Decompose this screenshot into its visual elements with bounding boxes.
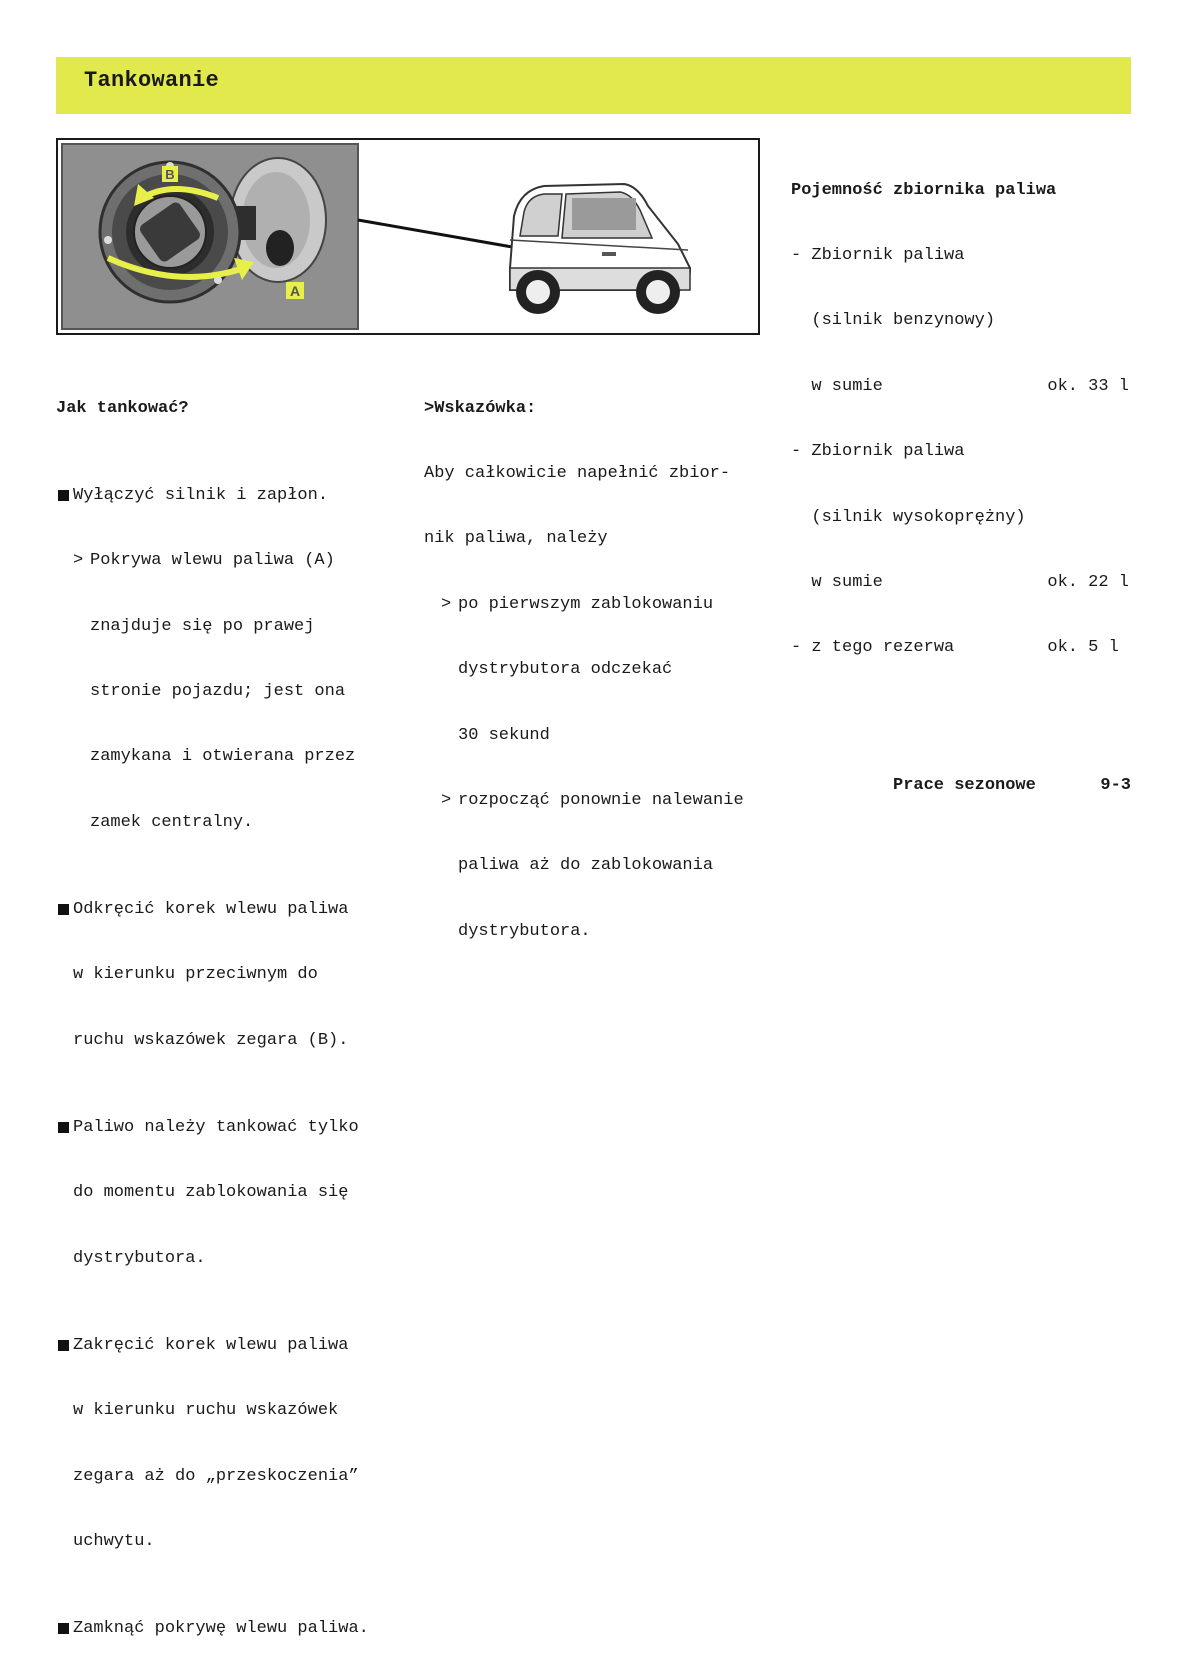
- instruction-step: [56, 1618, 369, 1640]
- step-text: Zakręcić korek wlewu paliwa: [73, 1335, 349, 1355]
- note-item-cont: dystrybutora odczekać: [458, 660, 673, 680]
- instruction-step: [56, 1335, 369, 1357]
- instruction-step-cont: do momentu zablokowania się: [73, 1183, 349, 1203]
- instruction-step: [56, 485, 369, 507]
- capacity-line-value: ok. 22 l: [1047, 572, 1129, 592]
- capacity-line: [791, 310, 1129, 332]
- instruction-step-cont: dystrybutora.: [73, 1248, 206, 1268]
- instruction-step-cont: w kierunku ruchu wskazówek: [73, 1401, 339, 1421]
- note-item-text: rozpocząć ponownie nalewanie: [458, 790, 744, 810]
- capacity-line-value: ok. 5 l: [1047, 638, 1129, 658]
- bullet-square-icon: [58, 1623, 69, 1634]
- bullet-square-icon: [58, 1122, 69, 1133]
- capacity-line-label: w sumie: [791, 572, 883, 592]
- instruction-note-cont: zamykana i otwierana przez: [90, 747, 356, 767]
- instruction-note-cont: stronie pojazdu; jest ona: [90, 681, 346, 701]
- page-number: 9-3: [1100, 776, 1131, 795]
- chevron-right-icon: >: [441, 790, 452, 810]
- fuel-capacity-section: [791, 136, 1129, 681]
- page-footer: [893, 776, 1131, 795]
- capacity-line-label: (silnik wysokoprężny): [791, 507, 1026, 527]
- label-b: B: [165, 167, 175, 182]
- chevron-right-icon: >: [441, 594, 452, 614]
- instruction-step-cont: zegara aż do „przeskoczenia”: [73, 1466, 359, 1486]
- pointer-line: [358, 220, 518, 248]
- capacity-line-value: ok. 33 l: [1047, 376, 1129, 396]
- note-item-cont: paliwa aż do zablokowania: [458, 856, 714, 876]
- note-intro: nik paliwa, należy: [424, 529, 608, 549]
- note-item-cont: dystrybutora.: [458, 921, 591, 941]
- capacity-line-label: - Zbiornik paliwa: [791, 245, 965, 265]
- instruction-step-cont: ruchu wskazówek zegara (B).: [73, 1030, 349, 1050]
- note-intro: Aby całkowicie napełnić zbior-: [424, 463, 731, 483]
- figure-illustration: [58, 140, 758, 333]
- refuel-instructions: [56, 354, 369, 1662]
- step-text: Odkręcić korek wlewu paliwa: [73, 899, 349, 919]
- capacity-line-label: (silnik benzynowy): [791, 311, 996, 331]
- instructions-title: Jak tankować?: [56, 398, 189, 418]
- capacity-line-label: - Zbiornik paliwa: [791, 442, 965, 462]
- capacity-line: [791, 245, 1129, 267]
- instruction-step-cont: w kierunku przeciwnym do: [73, 965, 318, 985]
- instruction-step: [56, 1117, 369, 1139]
- capacity-line: [791, 637, 1129, 659]
- capacity-title: Pojemność zbiornika paliwa: [791, 180, 1057, 200]
- car-illustration: [510, 184, 690, 314]
- capacity-line: [791, 376, 1129, 398]
- header-bar: [56, 57, 1131, 114]
- label-a: A: [289, 283, 301, 299]
- capacity-line: [791, 441, 1129, 463]
- note-title: >Wskazówka:: [424, 398, 537, 418]
- step-text: Pokrywa wlewu paliwa (A): [90, 551, 335, 571]
- note-item: [424, 594, 744, 616]
- instruction-step: [56, 899, 369, 921]
- instruction-note-cont: zamek centralny.: [90, 812, 254, 832]
- note-item: [424, 790, 744, 812]
- note-item-text: po pierwszym zablokowaniu: [458, 594, 714, 614]
- instruction-note-cont: znajduje się po prawej: [90, 616, 315, 636]
- note-section: [424, 354, 744, 964]
- step-text: Zamknąć pokrywę wlewu paliwa.: [73, 1619, 369, 1639]
- capacity-line: [791, 572, 1129, 594]
- capacity-line-label: - z tego rezerwa: [791, 638, 955, 658]
- bullet-square-icon: [58, 904, 69, 915]
- step-text: Paliwo należy tankować tylko: [73, 1117, 359, 1137]
- note-item-cont: 30 sekund: [458, 725, 550, 745]
- instruction-step-cont: uchwytu.: [73, 1532, 155, 1552]
- instruction-note: [56, 550, 369, 572]
- bullet-square-icon: [58, 490, 69, 501]
- footer-section-name: Prace sezonowe: [893, 776, 1036, 795]
- chevron-right-icon: >: [73, 551, 84, 571]
- capacity-line: [791, 507, 1129, 529]
- step-text: Wyłączyć silnik i zapłon.: [73, 485, 329, 505]
- fuel-cap-figure: [56, 138, 760, 335]
- bullet-square-icon: [58, 1340, 69, 1351]
- page-title: Tankowanie: [84, 68, 220, 93]
- capacity-line-label: w sumie: [791, 376, 883, 396]
